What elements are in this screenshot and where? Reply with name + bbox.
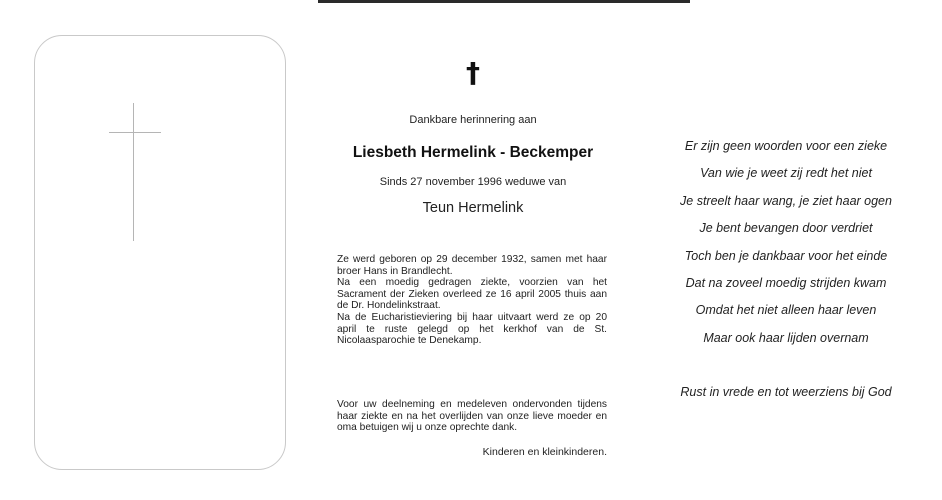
widow-line: Sinds 27 november 1996 weduwe van bbox=[379, 176, 567, 188]
bio-paragraph: Ze werd geboren op 29 december 1932, samen met haar broer Hans in Brandlecht. bbox=[337, 254, 607, 277]
poem-line: Toch ben je dankbaar voor het einde bbox=[684, 248, 888, 263]
poem-line: Je bent bevangen door verdriet bbox=[699, 221, 873, 236]
cross-icon: † bbox=[466, 56, 480, 89]
cross-icon-vertical bbox=[133, 103, 134, 241]
memorial-text-column bbox=[318, 0, 628, 500]
biography bbox=[337, 254, 607, 347]
cross-icon-horizontal bbox=[109, 132, 161, 133]
signoff: Kinderen en kleinkinderen. bbox=[482, 446, 607, 458]
poem-line: Maar ook haar lijden overnam bbox=[703, 330, 869, 345]
bio-paragraph: Na de Eucharistieviering bij haar uitvaart werd ze op 20 april te ruste gelegd op het kerkhof van de St. Nicolaasparochie te Denekamp. bbox=[337, 311, 607, 347]
poem-line: Van wie je weet zij redt het niet bbox=[700, 166, 872, 181]
thanks-paragraph: Voor uw deelneming en medeleven ondervonden tijdens haar ziekte en na het overlijden van onze lieve moeder en oma betuigen wij u onze oprechte dank. bbox=[337, 399, 607, 434]
photo-frame bbox=[34, 35, 286, 470]
spouse-name: Teun Hermelink bbox=[422, 200, 524, 216]
deceased-name: Liesbeth Hermelink - Beckemper bbox=[352, 144, 594, 161]
intro-line: Dankbare herinnering aan bbox=[409, 114, 537, 126]
poem-line: Er zijn geen woorden voor een zieke bbox=[684, 139, 888, 153]
poem-line: Omdat het niet alleen haar leven bbox=[695, 303, 877, 318]
bio-paragraph: Na een moedig gedragen ziekte, voorzien van het Sacrament der Zieken overleed ze 16 april 2005 thuis aan de Dr. Hondelinkstraat. bbox=[337, 277, 607, 312]
poem-line: Dat na zoveel moedig strijden kwam bbox=[685, 275, 887, 290]
poem-line: Je streelt haar wang, je ziet haar ogen bbox=[680, 193, 892, 208]
poem bbox=[655, 138, 917, 357]
closing-line: Rust in vrede en tot weerziens bij God bbox=[680, 385, 892, 399]
